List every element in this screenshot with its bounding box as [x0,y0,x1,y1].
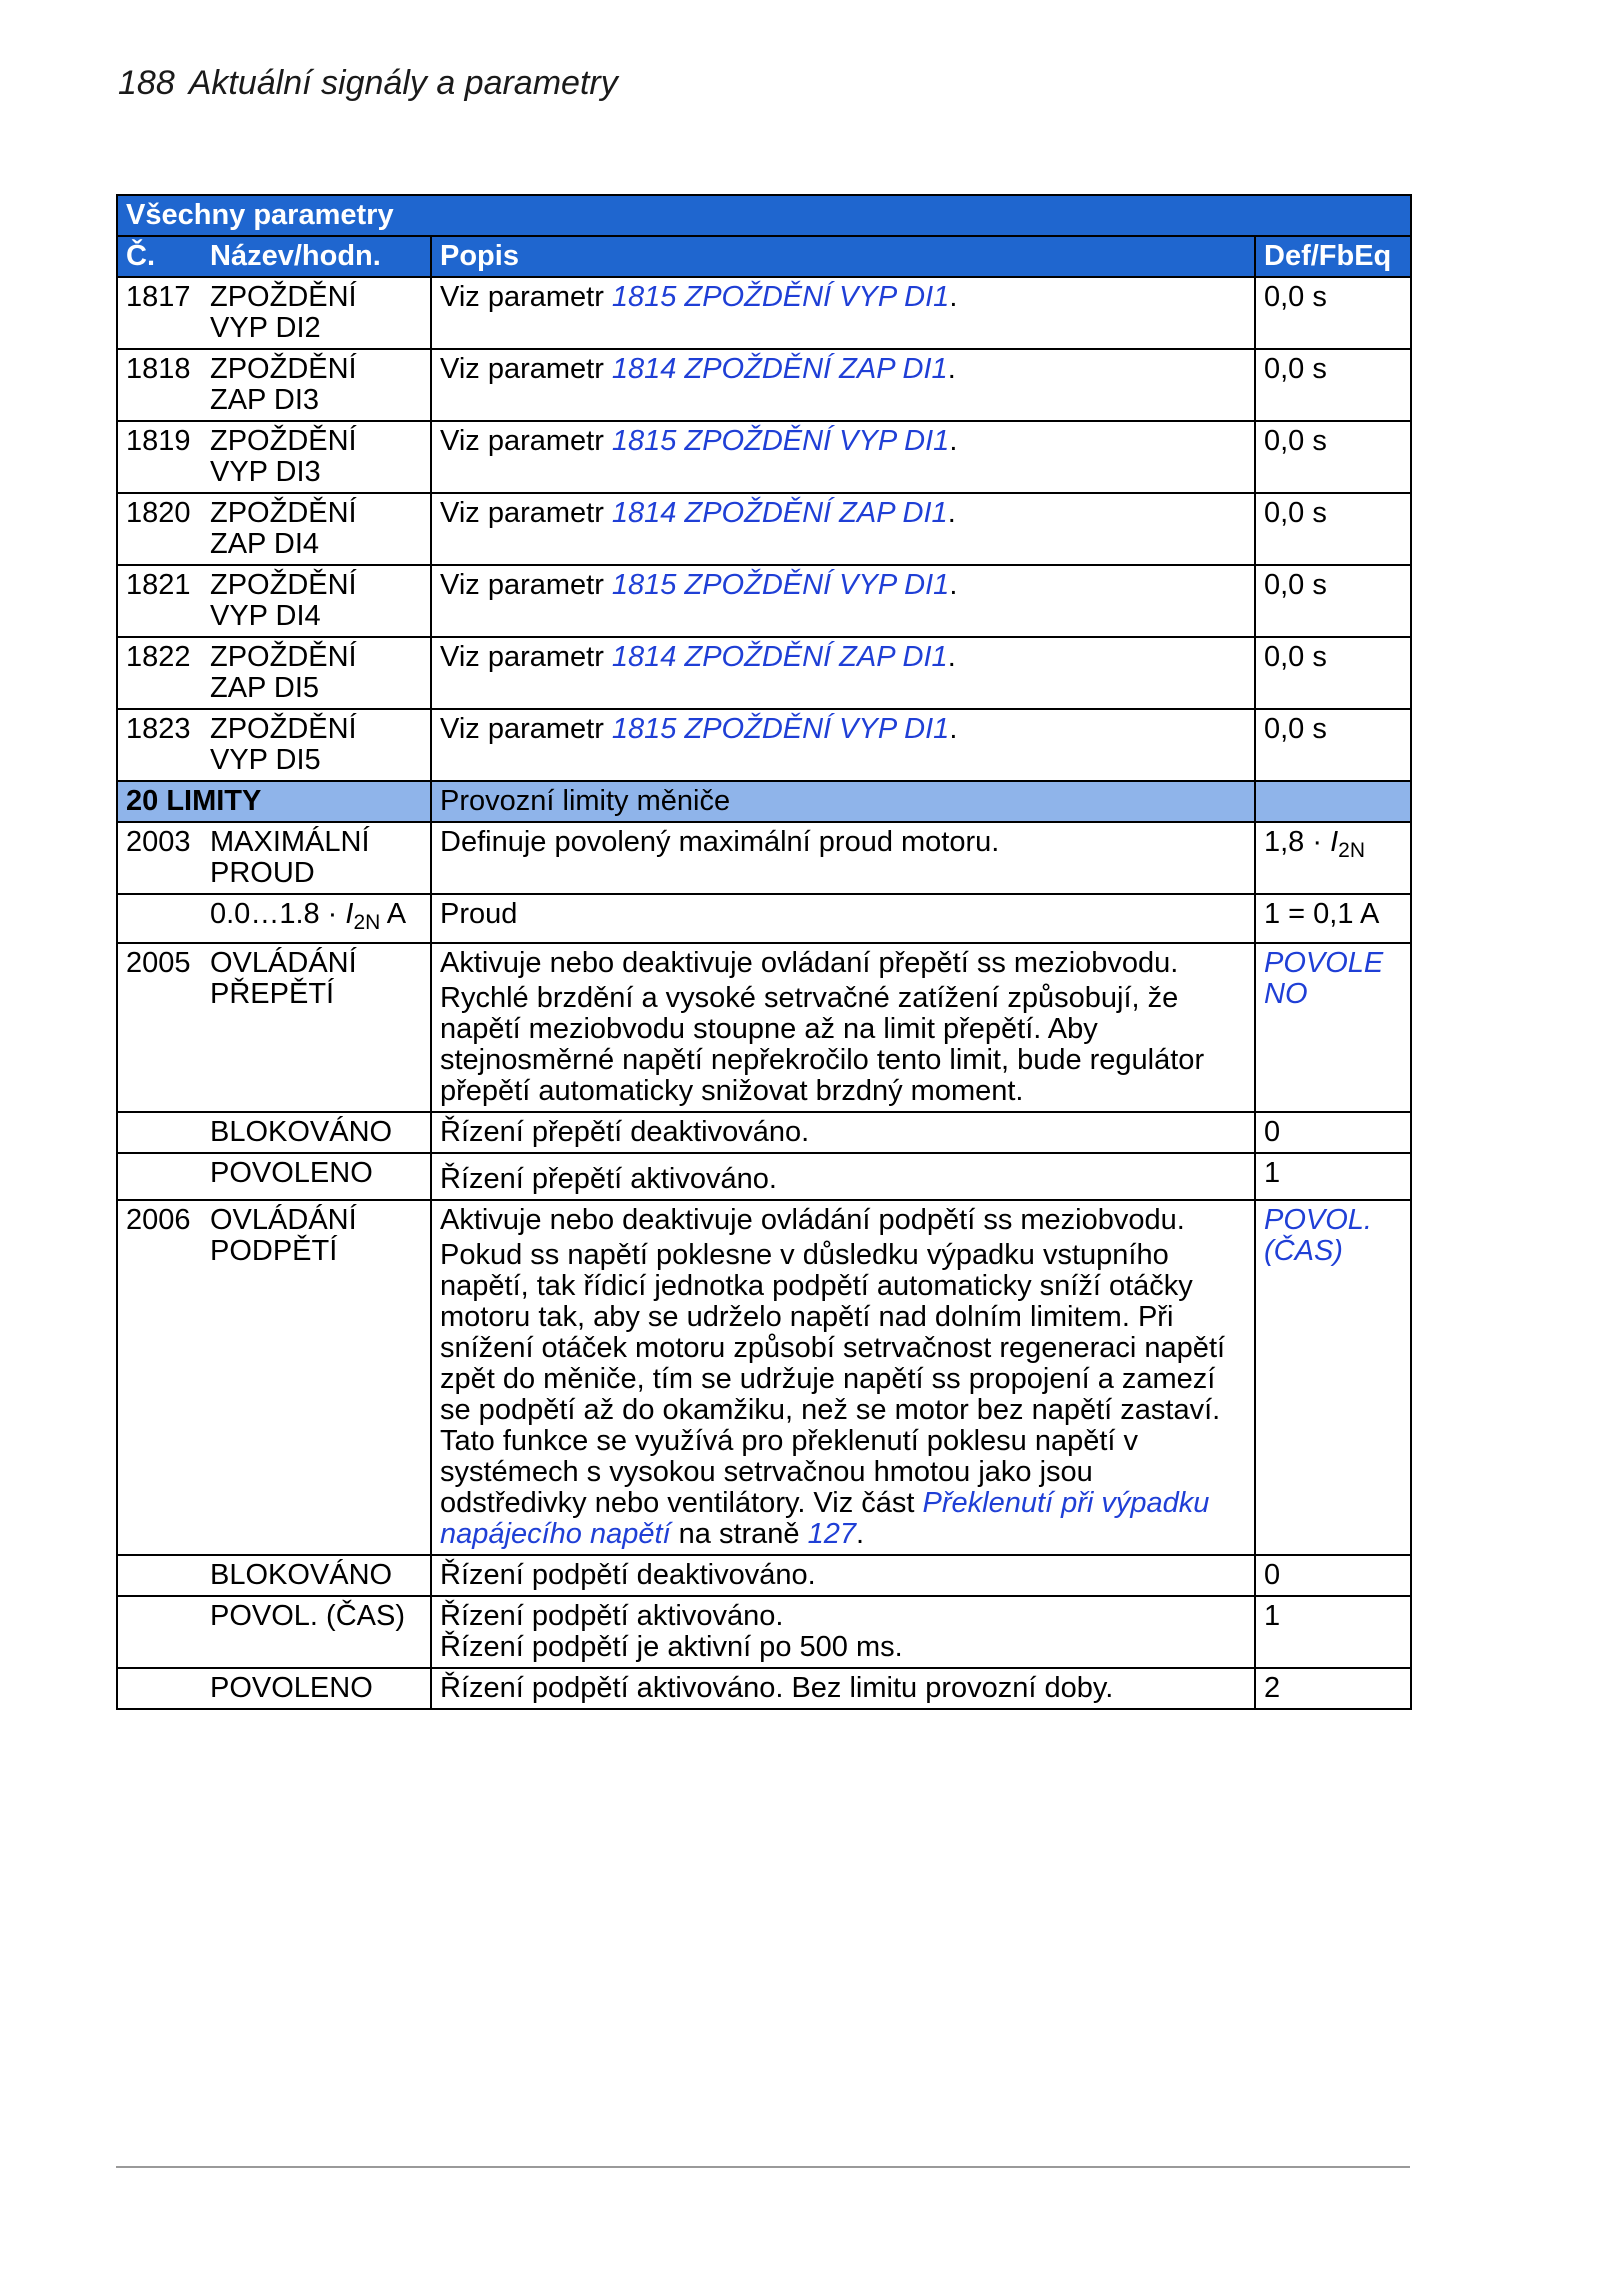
value-desc: Proud [431,894,1255,943]
page-number: 188 [118,64,175,102]
table-title: Všechny parametry [117,195,1411,236]
param-default: 0,0 s [1255,493,1411,565]
group-default [1255,781,1411,822]
param-number: 2003 [126,826,191,858]
param-name: OVLÁDÁNÍ PODPĚTÍ [210,1204,357,1267]
value-row [117,1596,1411,1668]
value-fbeq: 1 [1255,1596,1411,1668]
param-number: 2006 [126,1204,191,1236]
param-default: 0,0 s [1255,709,1411,781]
param-desc: Viz parametr 1814 ZPOŽDĚNÍ ZAP DI1. [431,637,1255,709]
value-row [117,894,1411,943]
param-name: ZPOŽDĚNÍ VYP DI3 [210,425,357,488]
param-default: 0,0 s [1255,277,1411,349]
chapter-title: Aktuální signály a parametry [188,64,618,102]
table-row [117,1200,1411,1555]
value-range: 0.0…1.8 · $I_{2N}$ A [117,894,431,943]
table-row [117,421,1411,493]
param-link[interactable]: 1815 ZPOŽDĚNÍ VYP DI1 [611,425,950,457]
param-name: ZPOŽDĚNÍ ZAP DI4 [210,497,357,560]
param-default[interactable]: POVOL. (ČAS) [1255,1200,1411,1555]
param-link[interactable]: 1814 ZPOŽDĚNÍ ZAP DI1 [611,641,948,673]
value-fbeq: 0 [1255,1555,1411,1596]
param-number: 1821 [126,569,191,601]
param-number: 1817 [126,281,191,313]
value-fbeq: 1 = 0,1 A [1255,894,1411,943]
section-link[interactable]: Překlenutí při výpadku napájecího napětí [440,1487,1210,1550]
group-row [117,781,1411,822]
table-row [117,349,1411,421]
table-row [117,493,1411,565]
page-header [118,64,618,103]
param-name: MAXIMÁLNÍ PROUD [210,826,370,889]
param-desc: Aktivuje nebo deaktivuje ovládaní přepětí ss meziobvodu. Rychlé brzdění a vysoké setrvačné zatížení způsobují, že napětí meziobvodu stoupne až na limit přepětí. Aby stejnosměrné napětí nepřekročilo tento limit, bude regulátor přepětí automaticky snižovat brzdný moment. [431,943,1255,1112]
header-def: Def/FbEq [1255,236,1411,277]
value-name: POVOLENO [117,1668,431,1709]
value-desc: Řízení přepětí deaktivováno. [431,1112,1255,1153]
param-default: 0,0 s [1255,421,1411,493]
header-nr-name [117,236,431,277]
table-row [117,943,1411,1112]
param-link[interactable]: 1815 ZPOŽDĚNÍ VYP DI1 [611,713,950,745]
param-desc: Viz parametr 1815 ZPOŽDĚNÍ VYP DI1. [431,421,1255,493]
param-default: 0,0 s [1255,349,1411,421]
table-title-row [117,195,1411,236]
param-desc: Viz parametr 1815 ZPOŽDĚNÍ VYP DI1. [431,277,1255,349]
value-fbeq: 2 [1255,1668,1411,1709]
param-desc: Definuje povolený maximální proud motoru. [431,822,1255,894]
value-name: POVOL. (ČAS) [117,1596,431,1668]
param-name: ZPOŽDĚNÍ ZAP DI5 [210,641,357,704]
footer-divider [116,2166,1410,2168]
param-name: ZPOŽDĚNÍ VYP DI5 [210,713,357,776]
value-desc: Řízení podpětí aktivováno. Bez limitu provozní doby. [431,1668,1255,1709]
value-row [117,1668,1411,1709]
value-row [117,1153,1411,1200]
param-number: 1820 [126,497,191,529]
param-link[interactable]: 1814 ZPOŽDĚNÍ ZAP DI1 [611,353,948,385]
value-row [117,1112,1411,1153]
value-name: BLOKOVÁNO [117,1112,431,1153]
header-desc: Popis [431,236,1255,277]
parameter-table [116,194,1412,1710]
param-link[interactable]: 1815 ZPOŽDĚNÍ VYP DI1 [611,569,950,601]
param-desc: Viz parametr 1814 ZPOŽDĚNÍ ZAP DI1. [431,493,1255,565]
param-number: 2005 [126,947,191,979]
value-row [117,1555,1411,1596]
param-desc: Viz parametr 1815 ZPOŽDĚNÍ VYP DI1. [431,709,1255,781]
page-link[interactable]: 127 [807,1518,857,1550]
value-name: BLOKOVÁNO [117,1555,431,1596]
table-row [117,822,1411,894]
param-desc: Aktivuje nebo deaktivuje ovládání podpětí ss meziobvodu. Pokud ss napětí poklesne v důsledku výpadku vstupního napětí, tak řídicí jednotka podpětí automaticky sníží otáčky motoru tak, aby se udrželo napětí nad dolním limitem. Při snížení otáček motoru způsobí setrvačnost regeneraci napětí zpět do měniče, tím se udržuje napětí ss propojení a zamezí se podpětí až do okamžiku, než se motor bez napětí zastaví. Tato funkce se využívá pro překlenutí poklesu napětí v systémech s vysokou setrvačnou hmotou jako jsou odstředivky nebo ventilátory. Viz část Překlenutí při výpadku napájecího napětí na straně 127. [431,1200,1255,1555]
param-link[interactable]: 1814 ZPOŽDĚNÍ ZAP DI1 [611,497,948,529]
param-default[interactable]: POVOLENO [1255,943,1411,1112]
param-number: 1822 [126,641,191,673]
table-header-row [117,236,1411,277]
param-number: 1819 [126,425,191,457]
header-nr: Č. [126,240,155,272]
table-row [117,709,1411,781]
param-name: ZPOŽDĚNÍ VYP DI2 [210,281,357,344]
value-desc: Řízení podpětí aktivováno. Řízení podpětí je aktivní po 500 ms. [431,1596,1255,1668]
param-name: ZPOŽDĚNÍ VYP DI4 [210,569,357,632]
value-desc: Řízení podpětí deaktivováno. [431,1555,1255,1596]
header-name: Název/hodn. [210,240,381,272]
param-default: $1,8 \cdot I_{2N}$ [1255,822,1411,894]
param-name: ZPOŽDĚNÍ ZAP DI3 [210,353,357,416]
group-code: 20 LIMITY [117,781,431,822]
value-fbeq: 0 [1255,1112,1411,1153]
param-desc: Viz parametr 1814 ZPOŽDĚNÍ ZAP DI1. [431,349,1255,421]
param-desc: Viz parametr 1815 ZPOŽDĚNÍ VYP DI1. [431,565,1255,637]
param-number: 1823 [126,713,191,745]
param-name: OVLÁDÁNÍ PŘEPĚTÍ [210,947,357,1010]
group-desc: Provozní limity měniče [431,781,1255,822]
table-row [117,565,1411,637]
param-number: 1818 [126,353,191,385]
param-default: 0,0 s [1255,565,1411,637]
param-link[interactable]: 1815 ZPOŽDĚNÍ VYP DI1 [611,281,950,313]
value-name: POVOLENO [117,1153,431,1200]
value-desc: Řízení přepětí aktivováno. [431,1153,1255,1200]
table-row [117,637,1411,709]
value-fbeq: 1 [1255,1153,1411,1200]
param-default: 0,0 s [1255,637,1411,709]
table-row [117,277,1411,349]
